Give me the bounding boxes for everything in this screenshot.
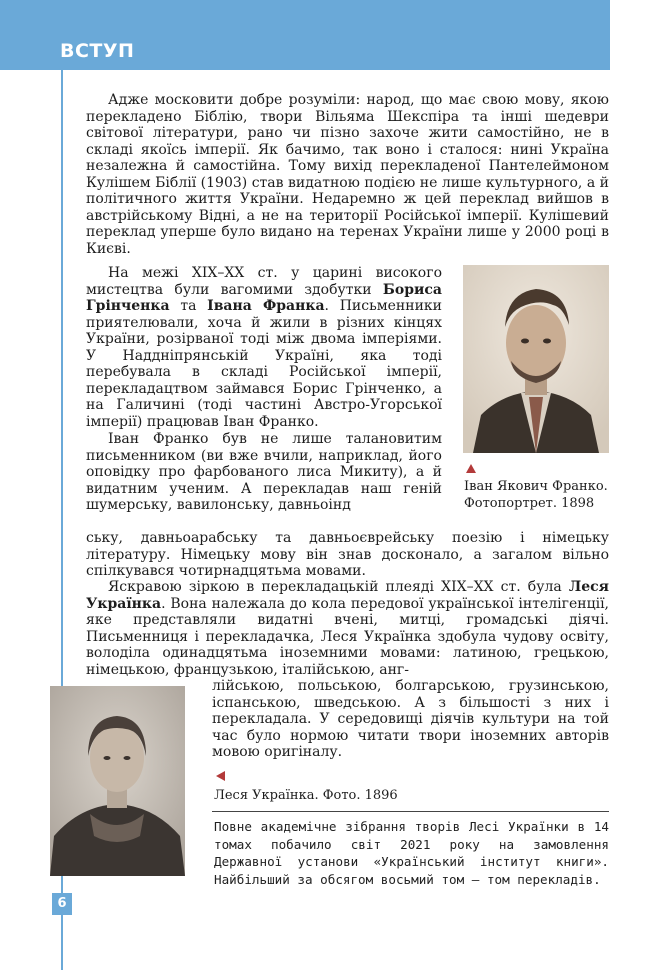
- paragraph-3-rest: ську, давньоарабську та давньоєврейську поезію і німецьку літературу. Німецьку мову він знав досконало, а загалом вільно спілкувався чотирнадцятьма мовами.: [86, 530, 609, 579]
- franko-portrait: [463, 265, 609, 453]
- paragraph-4: [86, 579, 609, 678]
- caption-marker-icon: [466, 464, 476, 473]
- name-hrinchenko: Бориса Грінченка: [86, 281, 442, 314]
- note-divider: [212, 811, 609, 812]
- paragraph-3-top: Іван Франко був не лише талановитим письменником (ви вже вчили, наприклад, його оповідку про фарбованого лиса Микиту), а й видатним ученим. А перекладав наш геній шумерську, вавилонську, давньоінд: [86, 431, 442, 513]
- franko-caption-line1: Іван Якович Франко.: [464, 479, 608, 494]
- name-lesya: Леся Українка: [86, 579, 609, 612]
- name-franko: Івана Франка: [207, 298, 325, 314]
- paragraph-4-text: Яскравою зіркою в перекладацькій плеяді XIX–XX ст. була: [108, 579, 569, 595]
- caption-marker-icon: [216, 771, 225, 781]
- franko-caption-line2: Фотопортрет. 1898: [464, 496, 595, 511]
- section-title: ВСТУП: [60, 40, 135, 62]
- franko-caption: [464, 478, 608, 512]
- paragraph-4-text: . Вона належала до кола передової української інтелігенції, яке представляли видатні вчені, митці, громадські діячі. Письменниця і перекладачка, Леся Українка здобула чудову освіту, володіла одинадцятьма іноземними мовами: латиною, грецькою, німецькою, французькою, італійською, анг-: [86, 595, 609, 678]
- page-header: [0, 0, 610, 70]
- paragraph-2-text: На межі XIX–XX ст. у царині високого мистецтва були вагомими здобутки: [86, 265, 442, 298]
- paragraph-2-text: та: [169, 298, 208, 314]
- paragraph-4-right: лійською, польською, болгарською, грузинською, іспанською, шведською. А з більшості з них і перекладала. У середовищі діячів культури на той час було нормою читати твори іноземних авторів мовою оригіналу.: [212, 678, 609, 760]
- paragraph-2: [86, 265, 442, 430]
- lesya-caption: Леся Українка. Фото. 1896: [214, 788, 398, 803]
- lesya-portrait: [50, 686, 185, 876]
- note-box: Повне академічне зібрання творів Лесі Українки в 14 томах побачило світ 2021 року на замовлення Державної установи «Український інститут книги». Найбільший за обсягом восьмий том – том перекладів.: [214, 819, 609, 887]
- paragraph-1: Адже московити добре розуміли: народ, що має свою мову, якою перекладено Біблію, твори Вільяма Шекспіра та інші шедеври світової літератури, рано чи пізно захоче жити самостійно, не в складі якоїсь імперії. Як бачимо, так воно і сталося: нині Україна незалежна й самостійна. Тому вихід перекладеної Пантелеймоном Кулішем Біблії (1903) став видатною подією не лише культурного, а й політичного життя України. Недаремно ж цей переклад вийшов в австрійському Відні, а не на території Російської імперії. Кулішевий переклад уперше було видано на теренах України лише у 2000 році в Києві.: [86, 92, 609, 257]
- page-number: 6: [52, 893, 72, 915]
- paragraph-2-text: . Письменники приятелювали, хоча й жили в різних кінцях України, розірваної тоді між двома імперіями. У Наддніпрянській Україні, яка тоді перебувала в складі Російської імперії, перекладацтвом займався Борис Грінченко, а на Галичині (тоді частині Австро-Угорської імперії) працював Іван Франко.: [86, 298, 442, 430]
